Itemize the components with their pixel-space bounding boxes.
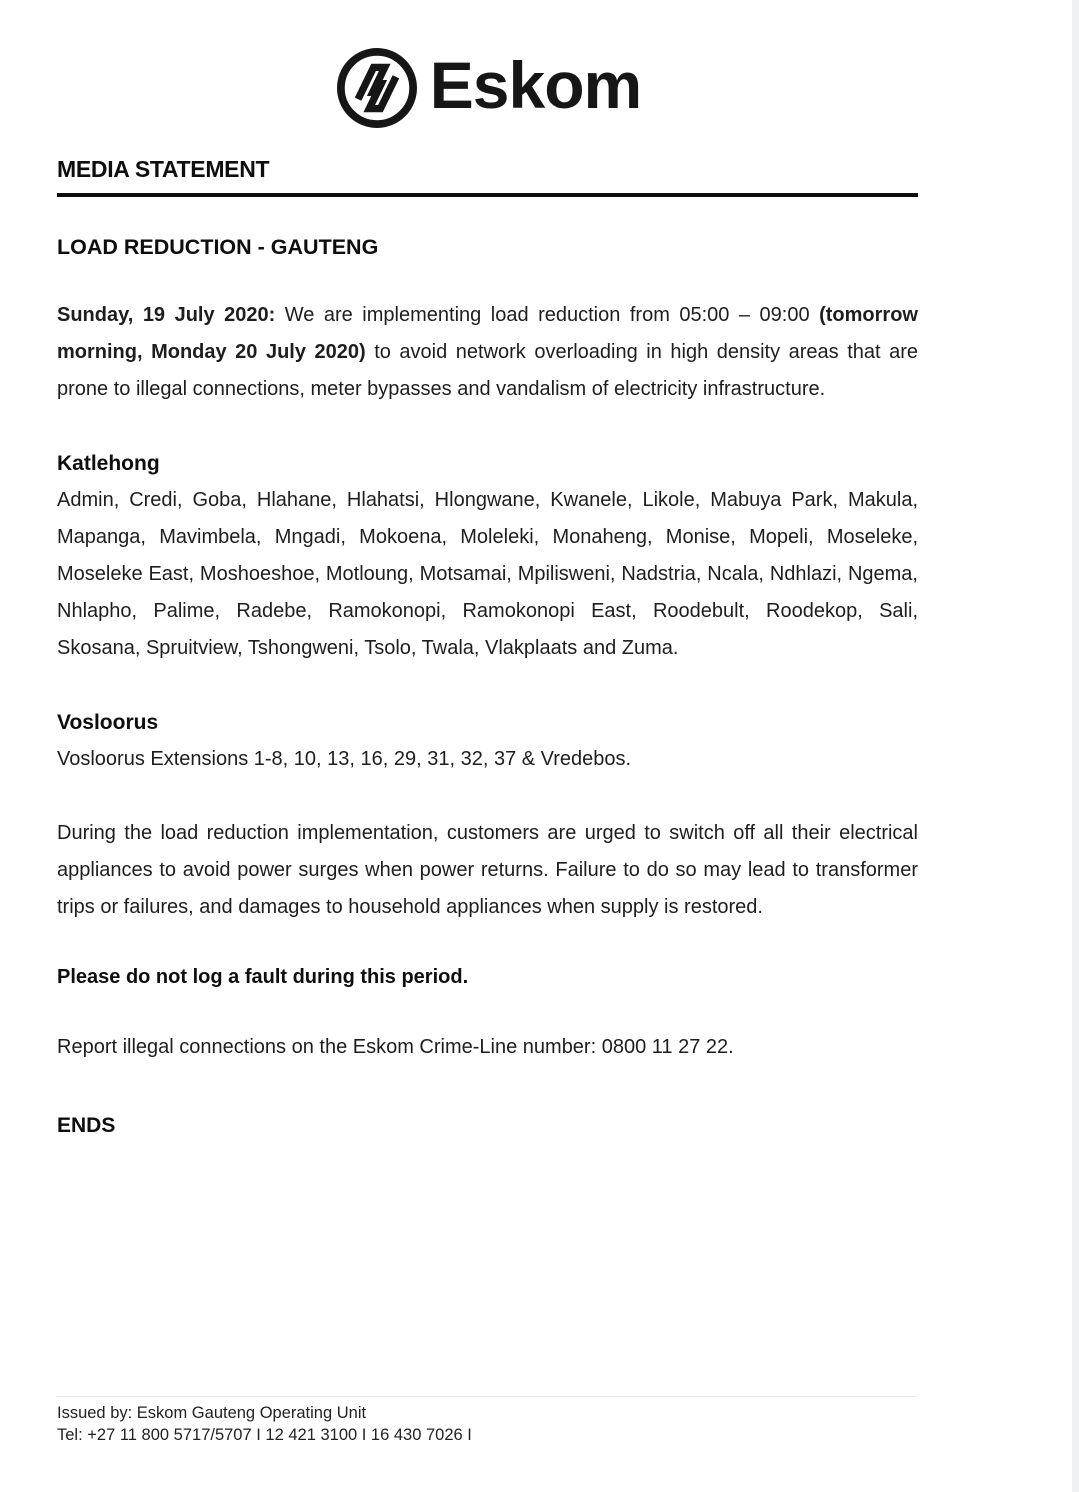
eskom-wordmark: Eskom	[429, 48, 642, 122]
intro-schedule-bold: (tomorrow morning, Monday 20 July 2020)	[57, 304, 918, 364]
section-katlehong-heading: Katlehong	[57, 452, 160, 476]
crime-line-paragraph: Report illegal connections on the Eskom Crime-Line number: 0800 11 27 22.	[57, 1036, 734, 1059]
document-content	[57, 0, 918, 1144]
eskom-logo-icon	[334, 45, 420, 131]
section-katlehong-body: Admin, Credi, Goba, Hlahane, Hlahatsi, Hlongwane, Kwanele, Likole, Mabuya Park, Makula, Mapanga, Mavimbela, Mngadi, Mokoena, Moleleki, Monaheng, Monise, Mopeli, Moseleke, Moseleke East, Moshoeshoe, Motloung, Motsamai, Mpilisweni, Nadstria, Ncala, Ndhlazi, Ngema, Nhlapho, Palime, Radebe, Ramokonopi, Ramokonopi East, Roodebult, Roodekop, Sali, Skosana, Spruitview, Tshongweni, Tsolo, Twala, Vlakplaats and Zuma.	[57, 489, 918, 660]
footer	[57, 1396, 918, 1446]
section-vosloorus-body: Vosloorus Extensions 1-8, 10, 13, 16, 29, 31, 32, 37 & Vredebos.	[57, 748, 632, 771]
headline-load-reduction: LOAD REDUCTION - GAUTENG	[57, 234, 379, 259]
footer-tel: Tel: +27 11 800 5717/5707 I 12 421 3100 I 16 430 7026 I	[57, 1426, 472, 1444]
eskom-logo	[57, 42, 918, 134]
page-right-edge	[1072, 0, 1079, 1492]
intro-paragraph	[57, 297, 918, 408]
footer-issued-by: Issued by: Eskom Gauteng Operating Unit	[57, 1404, 367, 1422]
no-fault-notice: Please do not log a fault during this period.	[57, 966, 469, 989]
intro-text-1: We are implementing load reduction from 05:00 – 09:00	[275, 304, 820, 327]
media-statement-title: MEDIA STATEMENT	[57, 156, 270, 182]
intro-text-2: to avoid network overloading in high density areas that are prone to illegal connections, meter bypasses and vandalism of electricity infrastructure.	[57, 341, 918, 401]
section-vosloorus-heading: Vosloorus	[57, 711, 159, 735]
advice-paragraph: During the load reduction implementation, customers are urged to switch off all their electrical appliances to avoid power surges when power returns. Failure to do so may lead to transformer trips or failures, and damages to household appliances when supply is restored.	[57, 822, 918, 919]
title-underline	[57, 193, 918, 197]
intro-date-bold: Sunday, 19 July 2020:	[57, 304, 276, 327]
ends-marker: ENDS	[57, 1114, 116, 1138]
